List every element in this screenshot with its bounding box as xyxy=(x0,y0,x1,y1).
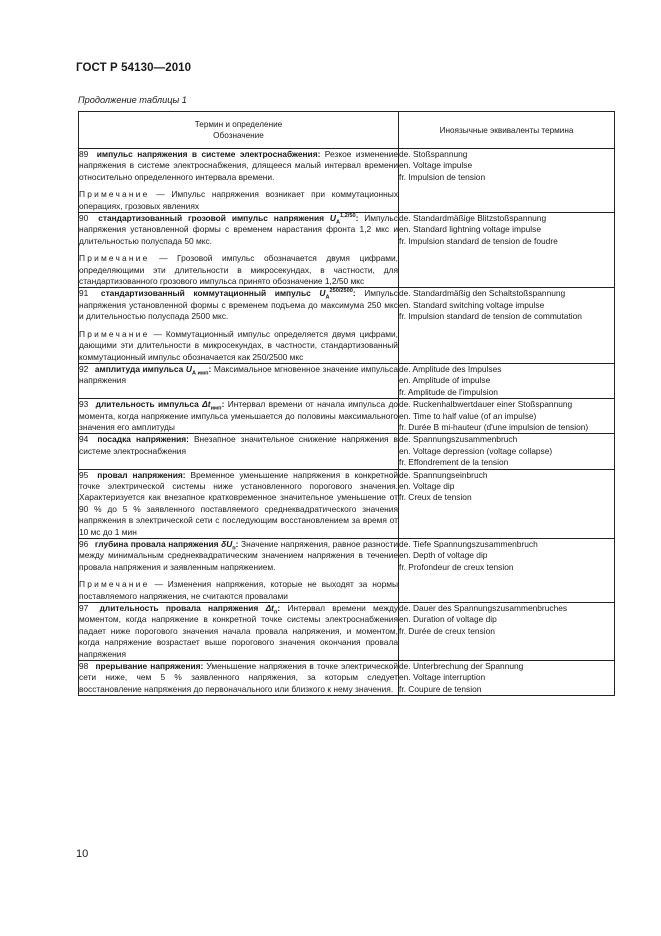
term-note xyxy=(79,329,398,363)
definition-text: Импульс напряжения установленной формы с временем подъема до максимума 250 мкс и длительностью полуспада 2500 мкс. xyxy=(79,288,398,322)
term-definition xyxy=(79,603,398,660)
equivalent-en: en. Duration of voltage dip xyxy=(399,614,497,625)
equivalent-fr: fr. Amplitude de l'impulsion xyxy=(399,386,498,397)
definition-text: Резкое изменение напряжения в системе электроснабжения, длящееся малый интервал времени относительно определенного интервала времени. xyxy=(79,149,398,182)
term-name: прерывание напряжения: xyxy=(95,661,204,672)
term-symbol: $\Delta t_{имп}$: xyxy=(202,399,225,412)
table-row xyxy=(79,434,615,469)
note-text: — Коммутационный импульс определяется двумя цифрами, дающими эти длительности в микросекундах, в частности, стандартизованный коммутационный импульс обозначается как 250/2500 мкс xyxy=(79,328,398,362)
equivalents-cell xyxy=(399,603,615,661)
equivalent-en: en. Voltage dip xyxy=(399,480,455,491)
term-symbol: $\delta U_п$: xyxy=(221,539,239,552)
column-header-term-line2: Обозначение xyxy=(213,131,264,140)
equivalent-en: en. Standard switching voltage impulse xyxy=(399,299,545,310)
equivalent-en: en. Voltage impulse xyxy=(399,160,473,171)
note-label: Примечание xyxy=(79,253,150,264)
equivalent-fr: fr. Impulsion de tension xyxy=(399,171,486,182)
term-definition xyxy=(79,213,398,247)
equivalent-de: de. Spannungseinbruch xyxy=(399,469,488,480)
term-definition xyxy=(79,288,398,322)
term-name: стандартизованный коммутационный импульс xyxy=(100,288,311,299)
definition-text: Импульс напряжения установленной формы с временем нарастания фронта 1,2 мкс и длительностью полуспада 50 мкс. xyxy=(79,213,398,246)
term-number: 92 xyxy=(79,363,89,374)
equivalents-cell xyxy=(399,399,615,434)
definition-text: Внезапное значительное снижение напряжения в системе электроснабжения xyxy=(79,434,399,456)
table-row xyxy=(79,539,615,603)
terms-table xyxy=(78,111,615,696)
term-definition xyxy=(79,364,398,387)
definition-text: Максимальное мгновенное значение импульса напряжения xyxy=(79,363,399,386)
table-row xyxy=(79,469,615,538)
definition-text: Интервал времени от начала импульса до момента, когда напряжение импульса уменьшается до половины максимального значения его амплитуды xyxy=(79,399,399,432)
term-name: глубина провала напряжения xyxy=(94,539,219,549)
table-header-row xyxy=(79,112,615,149)
equivalent-de: de. Ruckenhalbwertdauer einer Stoßspannung xyxy=(399,399,573,410)
equivalent-en: en. Time to half value (of an impulse) xyxy=(399,410,537,421)
term-cell xyxy=(79,661,399,696)
term-note xyxy=(79,253,398,287)
equivalent-fr: fr. Profondeur de creux tension xyxy=(399,561,514,572)
term-cell xyxy=(79,434,399,469)
equivalent-fr: fr. Impulsion standard de tension de foudre xyxy=(399,235,558,246)
term-name: амплитуда импульса xyxy=(94,363,184,374)
equivalents-cell xyxy=(399,213,615,288)
equivalents-cell xyxy=(399,434,615,469)
term-cell xyxy=(79,469,399,538)
column-header-term xyxy=(79,112,399,149)
term-definition xyxy=(79,470,398,538)
term-number: 94 xyxy=(79,434,89,445)
term-note xyxy=(79,189,398,212)
table-continuation-caption: Продолжение таблицы 1 xyxy=(78,95,187,105)
table-row xyxy=(79,661,615,696)
term-number: 97 xyxy=(79,603,89,614)
term-definition xyxy=(79,399,398,433)
term-number: 91 xyxy=(79,288,89,299)
table-row xyxy=(79,399,615,434)
definition-text: Интервал времени между моментом, когда напряжение в конкретной точке системы электроснабжения падает ниже порогового значения начала провала напряжения, и моментом, когда напряжение возрастает выше порогового значения окончания провала напряжения xyxy=(79,603,399,659)
term-number: 96 xyxy=(79,539,89,549)
definition-text: Временное уменьшение напряжения в конкретной точке электрической системы ниже установленного порогового значения. Характеризуется как внезапное кратковременное значительное уменьшение от 90 % до 5 % заявленного поставляемого среднеквадратического значения напряжения в электрической сети с последующим восстановлением за время от 10 мс до 1 мин xyxy=(79,469,399,537)
term-cell xyxy=(79,213,399,288)
equivalent-fr: fr. Effondrement de la tension xyxy=(399,457,509,468)
term-symbol: $U_A^{1,2/50}$: xyxy=(329,213,359,226)
equivalent-de: de. Unterbrechung der Spannung xyxy=(399,661,524,672)
definition-text: Значение напряжения, равное разности между минимальным среднеквадратическим значением напряжения в течение провала напряжения и заявленным напряжением. xyxy=(79,539,399,572)
term-cell xyxy=(79,363,399,398)
equivalents-cell xyxy=(399,363,615,398)
equivalent-de: de. Tiefe Spannungszusammenbruch xyxy=(399,539,538,549)
equivalents-cell xyxy=(399,539,615,603)
equivalent-de: de. Spannungszusammenbruch xyxy=(399,434,518,445)
term-note xyxy=(79,579,398,602)
term-number: 98 xyxy=(79,661,89,672)
equivalent-en: en. Depth of voltage dip xyxy=(399,550,488,561)
term-definition xyxy=(79,149,398,183)
term-symbol: $U_{A имп}$: xyxy=(185,363,212,377)
note-text: — Изменения напряжения, которые не выходят за нормы поставляемого напряжения, не считаются провалами xyxy=(79,579,399,601)
table-row xyxy=(79,149,615,213)
term-symbol: $U_A^{250/2500}$: xyxy=(319,288,356,302)
term-definition xyxy=(79,539,398,573)
term-symbol: $\Delta t_п$: xyxy=(265,603,281,616)
table-row xyxy=(79,288,615,363)
equivalent-de: de. Amplitude des Impulses xyxy=(399,363,502,374)
equivalents-cell xyxy=(399,469,615,538)
definition-text: Уменьшение напряжения в точке электрической сети ниже, чем 5 % заявленного напряжения, за которым следует восстановление напряжения до первоначального или близкого к нему значения. xyxy=(79,661,399,694)
equivalent-en: en. Voltage interruption xyxy=(399,672,486,683)
term-name: длительность импульса xyxy=(95,399,199,410)
term-cell xyxy=(79,399,399,434)
equivalent-fr: fr. Coupure de tension xyxy=(399,683,482,694)
term-name: посадка напряжения: xyxy=(97,434,189,445)
term-name: провал напряжения: xyxy=(97,469,186,480)
equivalent-de: de. Standardmäßige Blitzstoßspannung xyxy=(399,213,547,224)
term-number: 93 xyxy=(79,399,89,410)
equivalents-cell xyxy=(399,149,615,213)
equivalent-fr: fr. Creux de tension xyxy=(399,492,472,503)
equivalent-de: de. Stoßspannung xyxy=(399,149,468,159)
term-definition xyxy=(79,434,398,457)
document-title: ГОСТ Р 54130—2010 xyxy=(76,62,192,74)
column-header-equivalents: Иноязычные эквиваленты термина xyxy=(399,112,615,149)
note-text: — Грозовой импульс обозначается двумя цифрами, определяющими эти длительности в микросекундах, в частности, для стандартизованного грозового импульса принято обозначение 1,2/50 мкс xyxy=(79,253,398,287)
column-header-term-line1: Термин и определение xyxy=(194,120,283,129)
term-name: импульс напряжения в системе электроснабжения: xyxy=(96,149,321,159)
term-name: длительность провала напряжения xyxy=(99,603,259,614)
equivalent-fr: fr. Durée В mi-hauteur (d'une impulsion de tension) xyxy=(399,421,589,432)
table-row xyxy=(79,363,615,398)
table-row xyxy=(79,213,615,288)
term-number: 89 xyxy=(79,149,89,159)
equivalent-fr: fr. Impulsion standard de tension de commutation xyxy=(399,311,582,322)
equivalent-en: en. Voltage depression (voltage collapse) xyxy=(399,445,553,456)
term-cell xyxy=(79,539,399,603)
note-label: Примечание xyxy=(79,328,150,339)
equivalents-cell xyxy=(399,288,615,363)
table-row xyxy=(79,603,615,661)
note-label: Примечание xyxy=(79,579,150,590)
term-cell xyxy=(79,603,399,661)
term-number: 95 xyxy=(79,469,89,480)
note-label: Примечание xyxy=(79,189,150,200)
equivalents-cell xyxy=(399,661,615,696)
term-name: стандартизованный грозовой импульс напряжения xyxy=(98,213,325,224)
equivalent-de: de. Standardmäßig den Schaltstoßspannung xyxy=(399,288,566,299)
term-cell xyxy=(79,288,399,363)
page-number: 10 xyxy=(76,848,89,860)
equivalent-de: de. Dauer des Spannungszusammenbruches xyxy=(399,603,568,614)
equivalent-en: en. Standard lightning voltage impulse xyxy=(399,224,542,235)
equivalent-fr: fr. Durée de creux tension xyxy=(399,625,495,636)
equivalent-en: en. Amplitude of impulse xyxy=(399,375,491,386)
note-text: — Импульс напряжения возникает при коммутационных операциях, грозовых явлениях xyxy=(79,189,399,211)
term-number: 90 xyxy=(79,213,89,224)
term-cell xyxy=(79,149,399,213)
term-definition xyxy=(79,661,398,695)
